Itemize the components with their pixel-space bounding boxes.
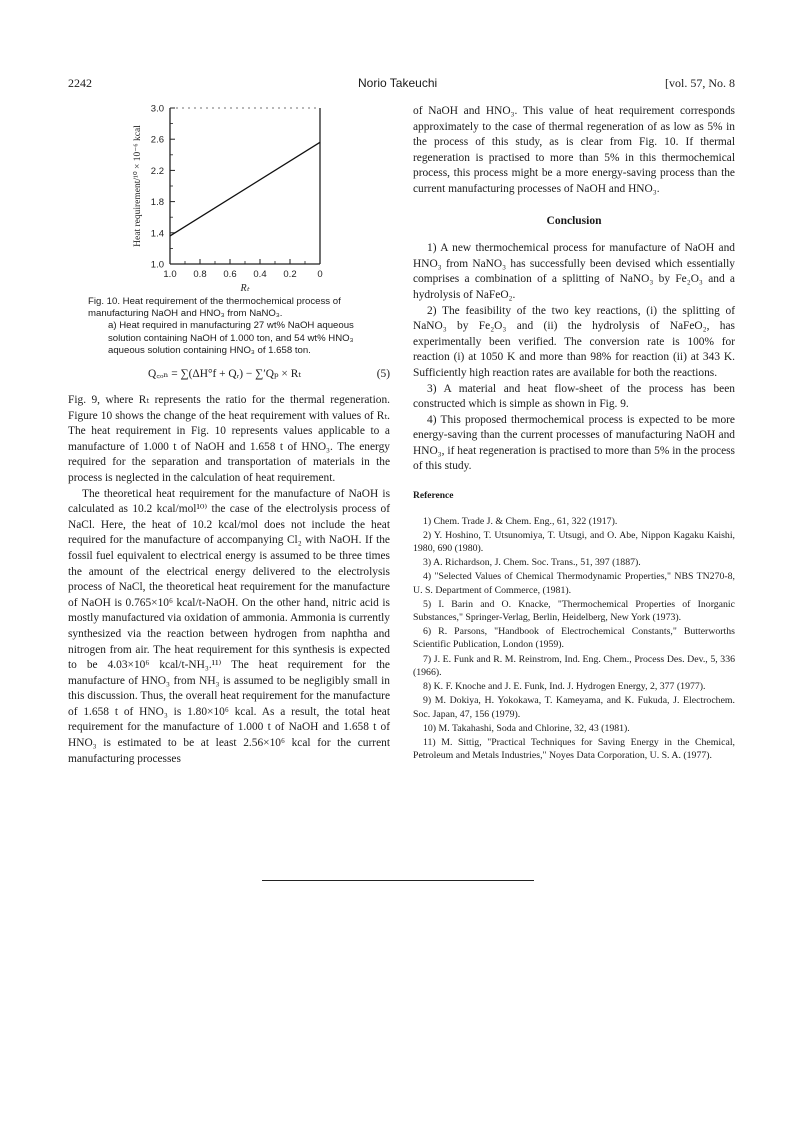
heat-requirement-chart [68,104,390,294]
paragraph: of NaOH and HNO₃. This value of heat requirement corresponds approximately to the case of thermal regeneration of as low as 5% in the process of this study, as is clear from Fig. 10. If thermal regeneration is practised to more than 5% in this thermochemical process, this process might be a more energy-saving process than the current manufacturing processes of NaOH and HNO₃. [413,105,735,195]
reference-list [413,515,735,763]
figure-caption [88,296,370,357]
y-tick-label: 2.6 [150,134,164,146]
x-tick-label: 0.6 [223,269,237,280]
page-number: 2242 [68,76,92,90]
conclusion-item: 3) A material and heat flow-sheet of the process has been constructed which is simple as shown in Fig. 9. [413,382,735,411]
reference-item: 7) J. E. Funk and R. M. Reinstrom, Ind. Eng. Chem., Process Des. Dev., 5, 336 (1966). [413,653,735,678]
series-line [170,142,320,236]
reference-heading: Reference [413,491,454,502]
reference-item: 3) A. Richardson, J. Chem. Soc. Trans., 51, 397 (1887). [423,557,641,569]
reference-item: 5) I. Barin and O. Knacke, "Thermochemical Properties of Inorganic Substances," Springer-Verlag, Berlin, Heidelberg, New York (1973). [413,598,735,624]
y-tick-label: 3.0 [150,104,164,115]
reference-item: 11) M. Sittig, "Practical Techniques for Saving Energy in the Chemical, Petroleum and Metals Industries," Noyes Data Corporation, U. S. A. (1977). [413,736,735,762]
x-tick-label: 0.4 [253,269,267,280]
reference-item: 6) R. Parsons, "Handbook of Electrochemical Constants," Butterworths Scientific Publication, London (1959). [413,626,735,651]
conclusion-item: 2) The feasibility of the two key reactions, (i) the splitting of NaNO₃ by Fe₂O₃ and (ii) the hydrolysis of NaFeO₂, has experimentally been verified. The conversion rate is 100% for reaction (i) at 1050 K and more than 98% for reaction (ii) at 343 K. Sufficiently high reaction rates are available for both the reactions. [413,304,735,379]
x-tick-label: 0.8 [193,269,207,280]
y-tick-label: 1.4 [150,228,164,240]
equation-number: (5) [376,368,390,381]
paragraph: The theoretical heat requirement for the manufacture of NaOH is calculated as 10.2 kcal/mol¹⁰⁾ the case of the electrolysis process of NaCl. Here, the heat of 10.2 kcal/mol does not include the heat required for the manufacture of accompanying Cl₂ with NaOH. If the fossil fuel equivalent to electrical energy is assumed to be three times the amount of the electrical energy delivered to the electrolysis process of NaCl, the theoretical heat requirement for the manufacture of NaOH is 0.765×10⁶ kcal/t-NaOH. On the other hand, nitric acid is mostly manufactured via oxidation of ammonia. Ammonia is currently synthesized via the reaction between hydrogen from naphtha and nitrogen from air. The heat requirement for this synthesis is expected to be 4.03×10⁶ kcal/t-NH₃.¹¹⁾ The heat requirement for the manufacture of HNO₃ from NH₃ is assumed to be negligibly small in this discussion. Thus, the overall heat requirement for the manufacture of 1.658 t of HNO₃ is 1.80×10⁶ kcal. As a result, the total heat requirement for the manufacture of 1.000 t of NaOH and 1.658 t of HNO₃ is estimated to be at least 2.56×10⁶ kcal for the current manufacturing processes [68,487,390,765]
running-author: Norio Takeuchi [358,76,438,90]
conclusion-item: 1) A new thermochemical process for manufacture of NaOH and HNO₃ from NaNO₃ has successfully been devised which essentially comprises a combination of a splitting of NaNO₃ by Fe₂O₃ and a hydrolysis of NaFeO₂. [413,242,735,301]
equation-text: Q꜀ₒₙ = ∑(ΔH°f + Qᵣ) − ∑′Qₚ × Rₜ [148,368,302,381]
conclusion-item: 4) This proposed thermochemical process is expected to be more energy-saving than the current processes of manufacturing NaOH and HNO₃, if heat regeneration is practised to more than 5% in the process of this study. [413,413,735,473]
right-column [413,104,735,763]
volume-info: [vol. 57, No. 8 [665,76,735,90]
left-column [68,104,390,767]
y-tick-label: 2.2 [150,165,164,177]
end-rule [262,880,534,881]
x-tick-label: 0.2 [283,269,297,280]
reference-item: 1) Chem. Trade J. & Chem. Eng., 61, 322 (1917). [423,515,618,527]
reference-item: 9) M. Dokiya, H. Yokokawa, T. Kameyama, and K. Fukuda, J. Electrochem. Soc. Japan, 47, 156 (1979). [413,695,735,720]
x-tick-label: 1.0 [163,269,177,280]
y-tick-label: 1.0 [150,259,164,271]
paragraph: Fig. 9, where Rₜ represents the ratio for the thermal regeneration. Figure 10 shows the change of the heat requirement with values of Rₜ. The heat requirement in Fig. 10 represents values applicable to a manufacture of 1.000 t of NaOH and 1.658 t of HNO₃. The energy required for the separation and transportation of materials in the process is neglected in the calculation of heat requirement. [68,394,390,484]
y-axis-label: Heat requirement/¹⁰ × 10⁻⁶ kcal [133,125,143,247]
x-tick-label: 0 [317,269,323,280]
reference-item: 10) M. Takahashi, Soda and Chlorine, 32, 43 (1981). [423,722,630,734]
reference-item: 4) "Selected Values of Chemical Thermodynamic Properties," NBS TN270-8, U. S. Department of Commerce, (1981). [413,571,735,596]
equation-5 [68,367,390,383]
figure-caption-note: a) Heat required in manufacturing 27 wt% NaOH aqueous solution containing NaOH of 1.000 ton, and 54 wt% HNO₃ aqueous solution containing HNO₃ of 1.658 ton. [108,320,354,356]
figure-caption-title: Fig. 10. Heat requirement of the thermochemical process of manufacturing NaOH and HNO₃ from NaNO₃. [88,296,341,320]
y-tick-label: 1.8 [150,197,164,209]
reference-item: 2) Y. Hoshino, T. Utsunomiya, T. Utsugi, and O. Abe, Nippon Kagaku Kaishi, 1980, 690 (1980). [413,529,735,555]
x-axis-label: Rₜ [240,283,250,294]
conclusion-heading: Conclusion [546,214,602,227]
reference-item: 8) K. F. Knoche and J. E. Funk, Ind. J. Hydrogen Energy, 2, 377 (1977). [423,681,706,693]
